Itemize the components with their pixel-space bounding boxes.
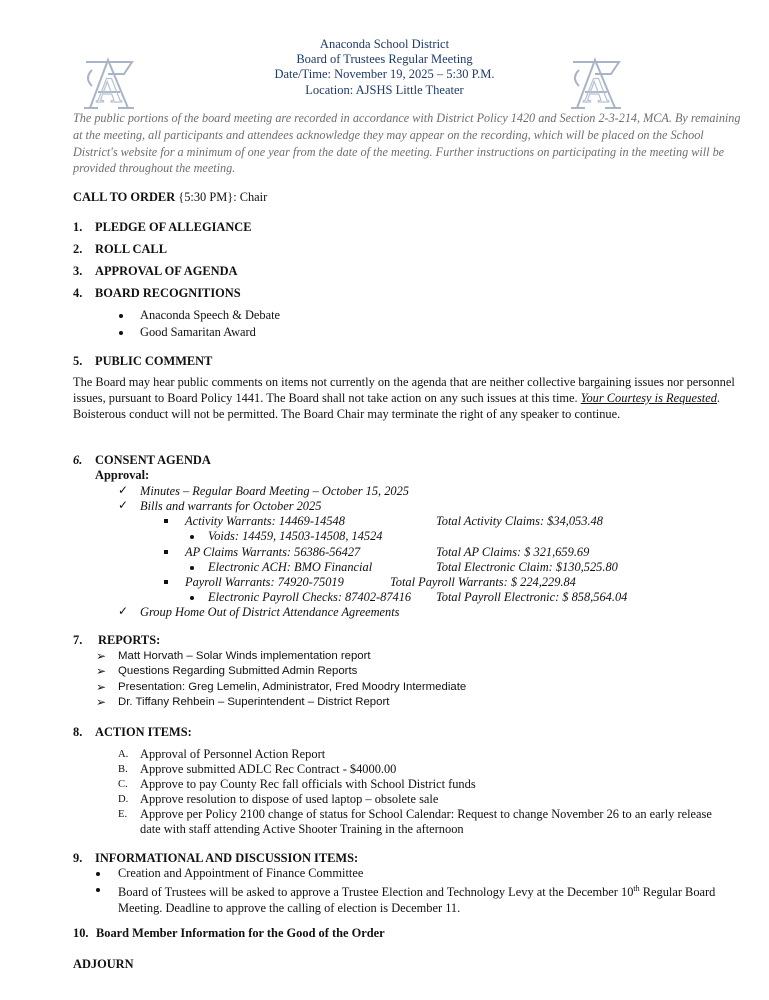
action-item: Approval of Personnel Action Report (140, 747, 326, 761)
electronic-payroll: Electronic Payroll Checks: 87402-87416 (208, 590, 412, 604)
arrow-icon: ➢ (96, 664, 107, 678)
info-item-election (118, 881, 736, 916)
item-title-consent: CONSENT AGENDA (95, 453, 211, 467)
consent-approval: Approval: (95, 468, 150, 482)
activity-total: Total Activity Claims: $34,053.48 (436, 514, 603, 528)
ach-total: Total Electronic Claim: $130,525.80 (436, 560, 618, 574)
bullet-dot (119, 331, 123, 335)
payroll-warrants: Payroll Warrants: 74920-75019 (185, 575, 344, 589)
group-home: Group Home Out of District Attendance Agreements (140, 605, 400, 619)
electronic-ach: Electronic ACH: BMO Financial (208, 560, 373, 574)
meeting-title: Board of Trustees Regular Meeting (296, 52, 473, 66)
item-title-public-comment: PUBLIC COMMENT (95, 354, 213, 368)
item-number: 10. (73, 926, 89, 940)
call-to-order-rest: : Chair (233, 190, 268, 204)
report-item: Matt Horvath – Solar Winds implementation report (118, 650, 371, 662)
item-title-good-of-order: Board Member Information for the Good of the Order (96, 926, 385, 940)
item-title-informational: INFORMATIONAL AND DISCUSSION ITEMS: (95, 851, 359, 865)
action-letter: D. (118, 794, 129, 805)
item-title-recognitions: BOARD RECOGNITIONS (95, 286, 241, 300)
meeting-location: Location: AJSHS Little Theater (305, 83, 464, 97)
call-to-order (73, 190, 267, 205)
check-icon: ✓ (118, 498, 129, 512)
consent-minutes: Minutes – Regular Board Meeting – October 15, 2025 (140, 484, 409, 498)
action-letter: A. (118, 749, 129, 760)
item-number: 7. (73, 633, 83, 647)
meeting-datetime: Date/Time: November 19, 2025 – 5:30 P.M. (274, 67, 495, 81)
bullet-dot (96, 888, 100, 892)
action-letter: B. (118, 764, 128, 775)
item-number: 4. (73, 286, 83, 300)
recognition-item: Good Samaritan Award (140, 325, 256, 339)
ap-total: Total AP Claims: $ 321,659.69 (436, 545, 590, 559)
action-item: Approve submitted ADLC Rec Contract - $4000.00 (140, 762, 397, 776)
info-item-finance: Creation and Appointment of Finance Committee (118, 866, 364, 880)
activity-warrants: Activity Warrants: 14469-14548 (185, 514, 345, 528)
voids: Voids: 14459, 14503-14508, 14524 (208, 529, 383, 543)
recording-notice: The public portions of the board meeting are recorded in accordance with District Policy 1420 and Section 2-3-214, MCA. By remaining at the meeting, all participants and attendees acknowledge they may appear on the recording, which will be placed on the School District's website for a minimum of one year from the date of the meeting. Further instructions on participating in the meeting will be provided throughout the meeting. (73, 111, 741, 176)
arrow-icon: ➢ (96, 649, 107, 663)
report-item: Questions Regarding Submitted Admin Reports (118, 665, 358, 677)
bullet-dot (190, 535, 194, 539)
district-name: Anaconda School District (319, 37, 450, 51)
epayroll-total: Total Payroll Electronic: $ 858,564.04 (436, 590, 628, 604)
item-title-pledge: PLEDGE OF ALLEGIANCE (95, 220, 252, 234)
ap-warrants: AP Claims Warrants: 56386-56427 (185, 545, 361, 559)
payroll-total: Total Payroll Warrants: $ 224,229.84 (390, 575, 576, 589)
info-sup: th (633, 884, 640, 893)
public-comment-p2: . Boisterous conduct will not be permitted. The Board Chair may terminate the right of any speaker to continue. (73, 391, 721, 422)
square-bullet-icon (164, 519, 168, 523)
public-comment-p1: The Board may hear public comments on items not currently on the agenda that are neither collective bargaining issues nor personnel issues, pursuant to Board Policy 1441. The Board shall not take action on any such issues at this time. (73, 375, 735, 406)
item-number: 5. (73, 354, 83, 368)
svg-text:A: A (583, 70, 609, 110)
item-title-roll-call: ROLL CALL (95, 242, 167, 256)
call-to-order-label: CALL TO ORDER (73, 190, 176, 204)
item-number: 2. (73, 242, 83, 256)
check-icon: ✓ (118, 604, 129, 618)
item-number: 8. (73, 725, 83, 739)
info-b2: Regular Board Meeting. Deadline to approve the calling of election is December 11. (118, 885, 716, 915)
item-title-reports: REPORTS: (98, 633, 161, 647)
info-b1: Board of Trustees will be asked to approve a Trustee Election and Technology Levy at the December 10 (118, 885, 634, 900)
square-bullet-icon (164, 550, 168, 554)
item-number: 9. (73, 851, 83, 865)
call-to-order-time: {5:30 PM} (178, 190, 234, 204)
bullet-dot (119, 314, 123, 318)
action-letter: E. (118, 809, 128, 820)
item-title-action: ACTION ITEMS: (95, 725, 192, 739)
adjourn: ADJOURN (73, 957, 134, 971)
square-bullet-icon (164, 580, 168, 584)
bullet-dot (190, 596, 194, 600)
action-item: Approve per Policy 2100 change of status for School Calendar: Request to change November 26 to an early release date with staff attending Active Shooter Training in the afternoon (140, 807, 712, 836)
svg-text:A: A (96, 70, 122, 110)
bullet-dot (190, 566, 194, 570)
report-item: Presentation: Greg Lemelin, Administrator, Fred Moodry Intermediate (118, 681, 467, 693)
bullet-dot (96, 872, 100, 876)
arrow-icon: ➢ (96, 695, 107, 709)
item-number: 1. (73, 220, 83, 234)
public-comment-text (73, 374, 739, 423)
courtesy-requested: Your Courtesy is Requested (580, 391, 717, 406)
item-title-approval-agenda: APPROVAL OF AGENDA (95, 264, 238, 278)
report-item: Dr. Tiffany Rehbein – Superintendent – District Report (118, 696, 390, 708)
recognition-item: Anaconda Speech & Debate (140, 308, 281, 322)
item-number: 6. (73, 453, 83, 467)
action-item: Approve to pay County Rec fall officials with School District funds (140, 777, 476, 791)
arrow-icon: ➢ (96, 680, 107, 694)
check-icon: ✓ (118, 483, 129, 497)
action-letter: C. (118, 779, 128, 790)
consent-bills: Bills and warrants for October 2025 (140, 499, 322, 513)
item-number: 3. (73, 264, 83, 278)
action-item: Approve resolution to dispose of used laptop – obsolete sale (140, 792, 439, 806)
